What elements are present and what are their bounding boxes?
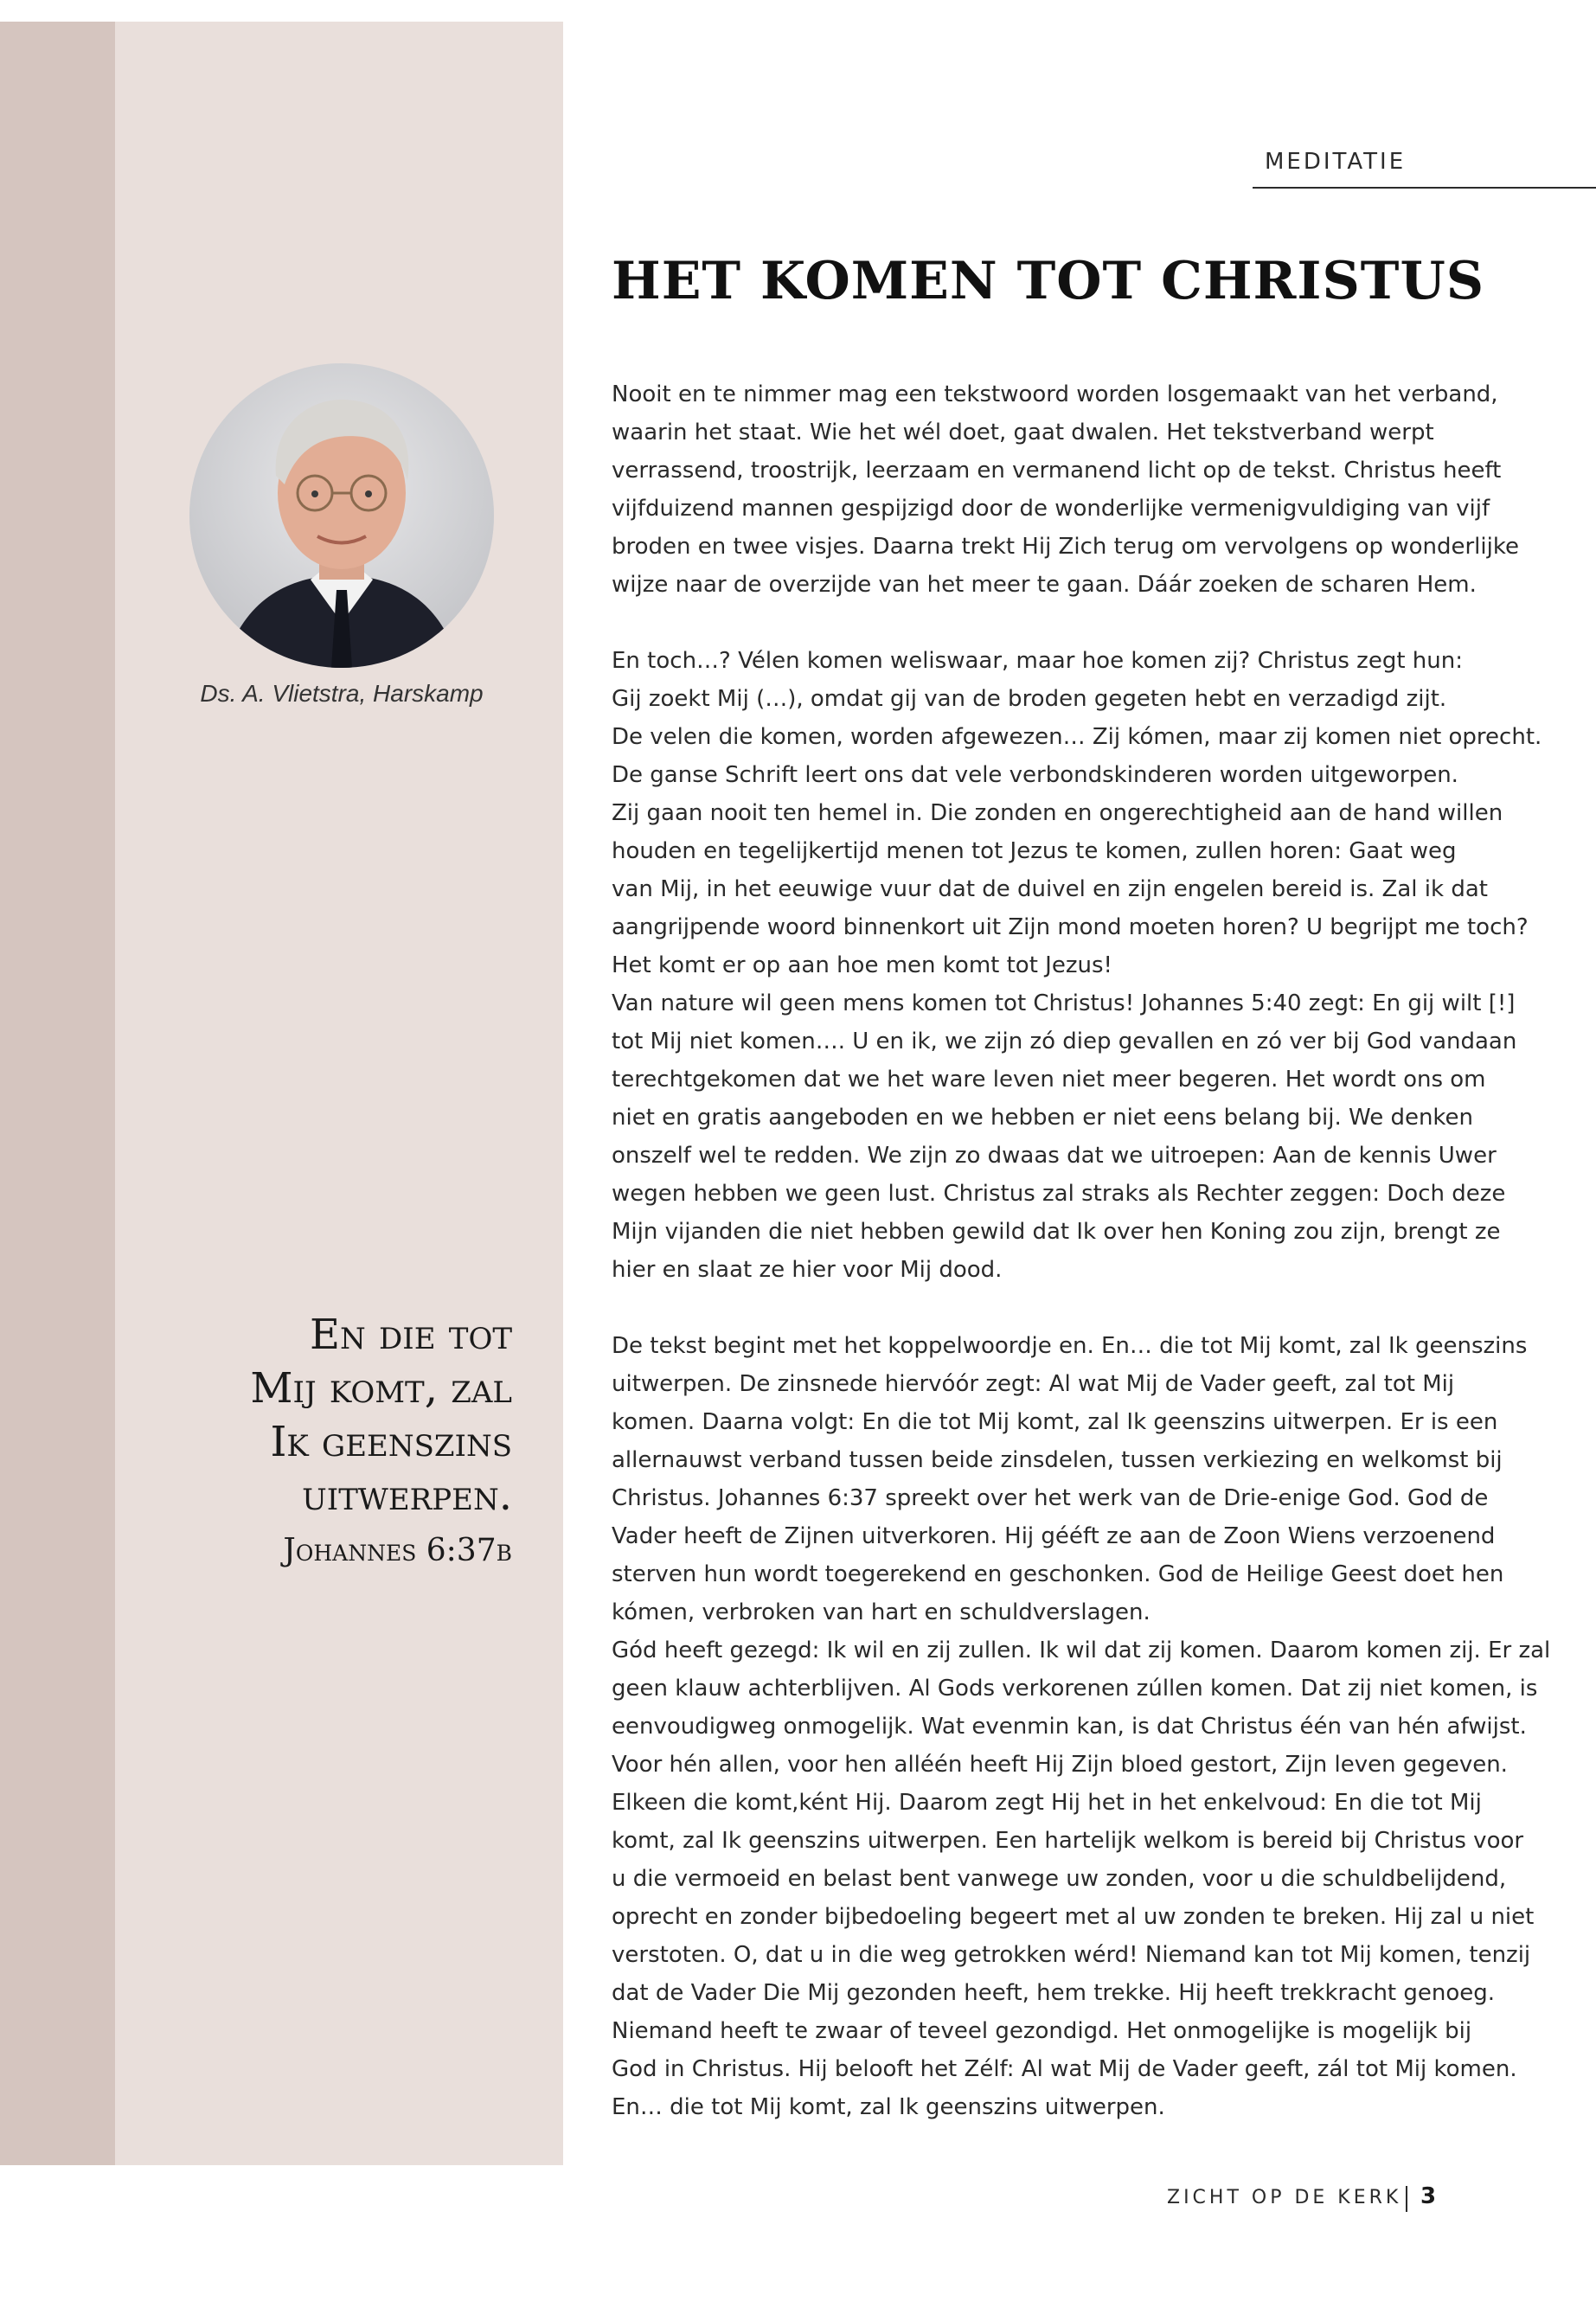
body-line: allernauwst verband tussen beide zinsdelen, tussen verkiezing en welkomst bij xyxy=(612,1447,1503,1473)
body-line: Elkeen die komt,ként Hij. Daarom zegt Hij het in het enkelvoud: En die tot Mij xyxy=(612,1790,1482,1816)
body-line: u die vermoeid en belast bent vanwege uw zonden, voor u die schuldbelijdend, xyxy=(612,1866,1507,1892)
article-title: HET KOMEN TOT CHRISTUS xyxy=(612,251,1485,311)
pullquote xyxy=(138,1308,512,1522)
body-line: Gód heeft gezegd: Ik wil en zij zullen. Ik wil dat zij komen. Daarom komen zij. Er zal xyxy=(612,1638,1551,1663)
body-line: Nooit en te nimmer mag een tekstwoord worden losgemaakt van het verband, xyxy=(612,381,1498,407)
pullquote-line: En die tot xyxy=(309,1311,512,1359)
body-line: wegen hebben we geen lust. Christus zal straks als Rechter zeggen: Doch deze xyxy=(612,1181,1506,1207)
article-body xyxy=(612,375,1551,2126)
body-line: En… die tot Mij komt, zal Ik geenszins uitwerpen. xyxy=(612,2094,1165,2120)
body-line: komen. Daarna volgt: En die tot Mij komt, zal Ik geenszins uitwerpen. Er is een xyxy=(612,1409,1498,1435)
author-caption: Ds. A. Vlietstra, Harskamp xyxy=(200,680,484,707)
body-line: aangrijpende woord binnenkort uit Zijn mond moeten horen? U begrijpt me toch? xyxy=(612,914,1529,940)
body-line: Voor hén allen, voor hen alléén heeft Hij Zijn bloed gestort, Zijn leven gegeven. xyxy=(612,1752,1508,1778)
body-line: vijfduizend mannen gespijzigd door de wonderlijke vermenigvuldiging van vijf xyxy=(612,496,1490,522)
body-line: Gij zoekt Mij (…), omdat gij van de broden gegeten hebt en verzadigd zijt. xyxy=(612,686,1447,712)
body-line: Christus. Johannes 6:37 spreekt over het werk van de Drie-enige God. God de xyxy=(612,1485,1489,1511)
footer-page-number: 3 xyxy=(1420,2183,1437,2209)
body-line: En toch…? Vélen komen weliswaar, maar hoe komen zij? Christus zegt hun: xyxy=(612,648,1463,674)
body-line: broden en twee visjes. Daarna trekt Hij Zich terug om vervolgens op wonderlijke xyxy=(612,534,1519,560)
body-line: waarin het staat. Wie het wél doet, gaat dwalen. Het tekstverband werpt xyxy=(612,420,1434,445)
section-rule xyxy=(1253,187,1596,189)
sidebar-band-dark xyxy=(0,22,115,2165)
body-line: onszelf wel te redden. We zijn zo dwaas dat we uitroepen: Aan de kennis Uwer xyxy=(612,1143,1497,1169)
body-line: dat de Vader Die Mij gezonden heeft, hem trekke. Hij heeft trekkracht genoeg. xyxy=(612,1980,1496,2006)
body-line: eenvoudigweg onmogelijk. Wat evenmin kan, is dat Christus één van hén afwijst. xyxy=(612,1714,1527,1740)
pullquote-line: uitwerpen. xyxy=(302,1471,512,1520)
body-line: Vader heeft de Zijnen uitverkoren. Hij gééft ze aan de Zoon Wiens verzoenend xyxy=(612,1523,1496,1549)
body-line: Van nature wil geen mens komen tot Christus! Johannes 5:40 zegt: En gij wilt [!] xyxy=(612,990,1516,1016)
portrait-illustration xyxy=(189,363,494,668)
body-line: tot Mij niet komen…. U en ik, we zijn zó diep gevallen en zó ver bij God vandaan xyxy=(612,1029,1517,1054)
body-line: van Mij, in het eeuwige vuur dat de duivel en zijn engelen bereid is. Zal ik dat xyxy=(612,876,1488,902)
body-line: uitwerpen. De zinsnede hiervóór zegt: Al wat Mij de Vader geeft, zal tot Mij xyxy=(612,1371,1455,1397)
body-line: houden en tegelijkertijd menen tot Jezus te komen, zullen horen: Gaat weg xyxy=(612,838,1457,864)
body-line: sterven hun wordt toegerekend en geschonken. God de Heilige Geest doet hen xyxy=(612,1561,1504,1587)
body-line: komt, zal Ik geenszins uitwerpen. Een hartelijk welkom is bereid bij Christus voor xyxy=(612,1828,1524,1854)
body-line: niet en gratis aangeboden en we hebben er niet eens belang bij. We denken xyxy=(612,1105,1474,1131)
body-line: terechtgekomen dat we het ware leven niet meer begeren. Het wordt ons om xyxy=(612,1067,1486,1093)
body-line: kómen, verbroken van hart en schuldverslagen. xyxy=(612,1599,1151,1625)
body-line: Niemand heeft te zwaar of teveel gezondigd. Het onmogelijke is mogelijk bij xyxy=(612,2018,1472,2044)
pullquote-line: Ik geenszins xyxy=(270,1418,512,1466)
body-line: De ganse Schrift leert ons dat vele verbondskinderen worden uitgeworpen. xyxy=(612,762,1458,788)
body-line: God in Christus. Hij belooft het Zélf: Al wat Mij de Vader geeft, zál tot Mij komen. xyxy=(612,2056,1517,2082)
sidebar-band-light xyxy=(115,22,563,2165)
body-line: Het komt er op aan hoe men komt tot Jezus! xyxy=(612,952,1112,978)
footer-separator xyxy=(1406,2186,1407,2212)
paragraph-gap xyxy=(612,604,1529,642)
body-line: De velen die komen, worden afgewezen… Zij kómen, maar zij komen niet oprecht. xyxy=(612,724,1542,750)
body-line: verrassend, troostrijk, leerzaam en vermanend licht op de tekst. Christus heeft xyxy=(612,458,1502,484)
footer-publication: ZICHT OP DE KERK xyxy=(1167,2187,1402,2208)
body-line: geen klauw achterblijven. Al Gods verkorenen zúllen komen. Dat zij niet komen, is xyxy=(612,1676,1538,1702)
pullquote-line: Mij komt, zal xyxy=(250,1364,512,1413)
body-line: oprecht en zonder bijbedoeling begeert met al uw zonden te breken. Hij zal u niet xyxy=(612,1904,1535,1930)
body-line: De tekst begint met het koppelwoordje en. En… die tot Mij komt, zal Ik geenszins xyxy=(612,1333,1528,1359)
body-line: Zij gaan nooit ten hemel in. Die zonden en ongerechtigheid aan de hand willen xyxy=(612,800,1503,826)
section-label: MEDITATIE xyxy=(1265,149,1407,175)
body-line: hier en slaat ze hier voor Mij dood. xyxy=(612,1257,1003,1283)
pullquote-reference: Johannes 6:37b xyxy=(283,1533,512,1568)
paragraph-gap xyxy=(612,1289,1529,1327)
body-line: Mijn vijanden die niet hebben gewild dat Ik over hen Koning zou zijn, brengt ze xyxy=(612,1219,1501,1245)
author-portrait xyxy=(189,363,494,668)
body-line: verstoten. O, dat u in die weg getrokken wérd! Niemand kan tot Mij komen, tenzij xyxy=(612,1942,1531,1968)
body-line: wijze naar de overzijde van het meer te gaan. Dáár zoeken de scharen Hem. xyxy=(612,572,1477,598)
